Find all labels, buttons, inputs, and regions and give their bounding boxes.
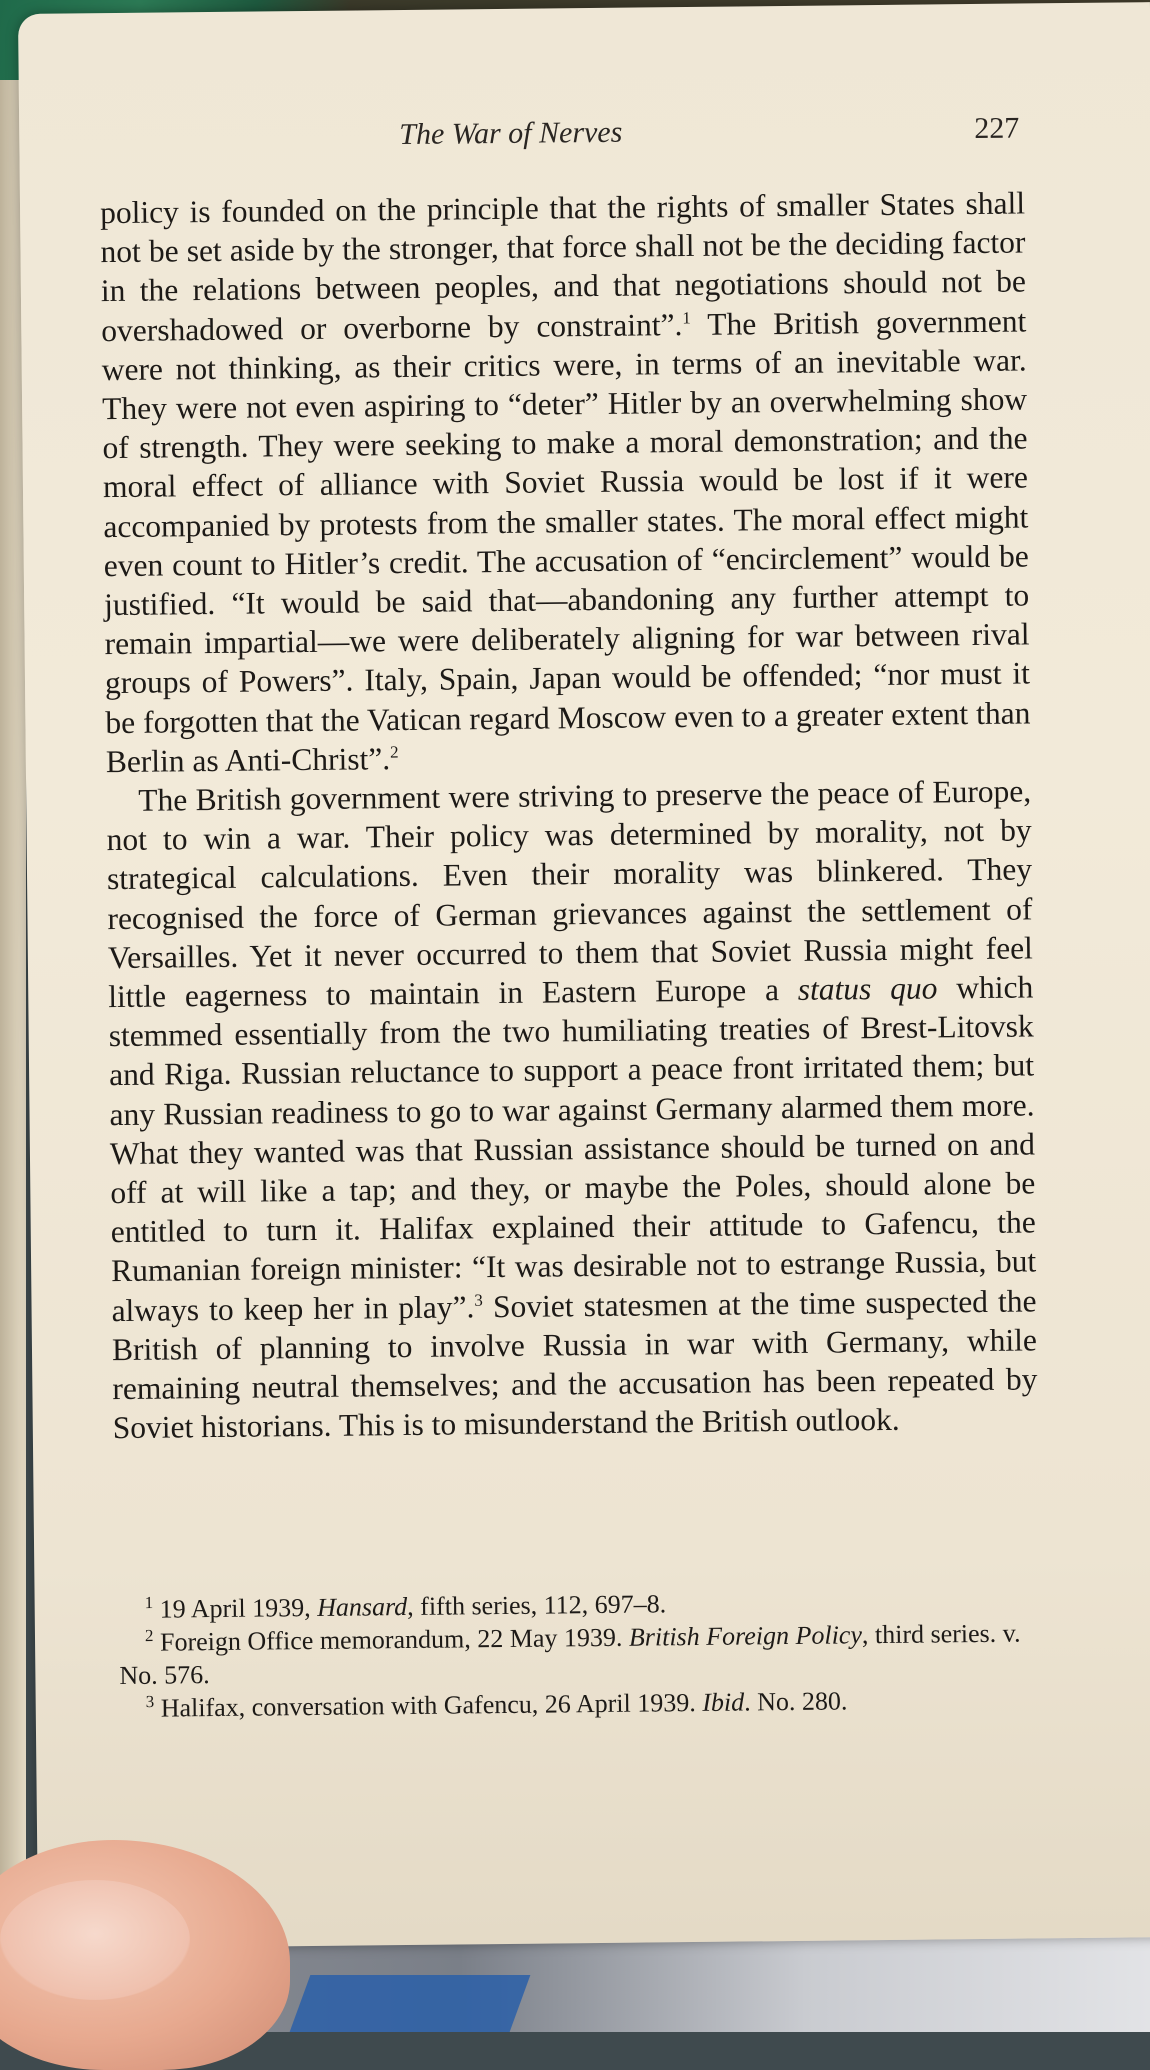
footnote-text: , third series. v. No. 576. bbox=[119, 1618, 1021, 1691]
footnote-text: 19 April 1939, bbox=[153, 1592, 318, 1624]
paragraph-1-text-a: policy is founded on the principle that the rights of smaller States shall not be set aside by the stronger, that force shall not be the deciding factor in the relations between peoples, and that negotiations should not be overshadowed or overborne by constraint”. bbox=[99, 185, 1027, 348]
paragraph-2-text-b: which stemmed essentially from the two humiliating treaties of Brest-Litovsk and Riga. Russian reluctance to support a peace front irritated them; but any Russian readiness to go to war against Germany alarmed them more. What they wanted was that Russian assistance should be turned on and off at will like a tap; and they, or maybe the Poles, should alone be entitled to turn it. Halifax explained their attitude to Gafencu, the Rumanian foreign minister: “It was desirable not to estrange Russia, but always to keep her in play”. bbox=[108, 969, 1037, 1328]
footnote-italic: British Foreign Policy bbox=[628, 1620, 863, 1652]
paragraph-1 bbox=[100, 183, 1031, 781]
footnote-mark: 3 bbox=[145, 1692, 155, 1712]
page-header bbox=[399, 112, 1019, 158]
footnote-text: . No. 280. bbox=[743, 1686, 848, 1717]
paragraph-2-text-c: Soviet statesmen at the time suspected the British of planning to involve Russia in war with Germany, while remaining neutral themselves; and the accusation has been repeated by Soviet historians. This is to misunderstand the British outlook. bbox=[111, 1283, 1038, 1446]
background-blue-object bbox=[290, 1975, 531, 2032]
footnote-text: Foreign Office memorandum, 22 May 1939. bbox=[153, 1622, 630, 1657]
footnote-italic: Hansard bbox=[317, 1592, 408, 1622]
footnote-2 bbox=[119, 1616, 1040, 1692]
footnote-ref-2[interactable]: 2 bbox=[390, 742, 399, 762]
footnote-ref-1[interactable]: 1 bbox=[682, 308, 691, 328]
running-title: The War of Nerves bbox=[399, 115, 623, 152]
footnote-italic: Ibid bbox=[702, 1687, 745, 1717]
footnote-text: , fifth series, 112, 697–8. bbox=[407, 1589, 667, 1622]
footnote-text: Halifax, conversation with Gafencu, 26 April 1939. bbox=[154, 1687, 703, 1723]
book-page bbox=[18, 2, 1150, 1949]
footnote-mark: 2 bbox=[144, 1626, 154, 1646]
paragraph-2 bbox=[106, 771, 1038, 1447]
footnote-mark: 1 bbox=[144, 1593, 154, 1613]
page-number: 227 bbox=[974, 111, 1020, 145]
paragraph-2-italic: status quo bbox=[797, 970, 938, 1007]
footnote-ref-3[interactable]: 3 bbox=[474, 1290, 483, 1310]
thumb-nail bbox=[0, 1880, 190, 2000]
body-text bbox=[100, 183, 1038, 1447]
paragraph-2-text-a: The British government were striving to preserve the peace of Europe, not to win a war. Their policy was determined by morality, not by strategical calculations. Even their morality was blinkered. They recognised the force of German grievances against the settlement of Versailles. Yet it never occurred to them that Soviet Russia might feel little eagerness to maintain in Eastern Europe a bbox=[106, 773, 1034, 1015]
footnotes bbox=[119, 1583, 1040, 1725]
paragraph-1-text-b: The British government were not thinking, as their critics were, in terms of an inevitable war. They were not even aspiring to “deter” Hitler by an overwhelming show of strength. They were seeking to make a moral demonstration; and the moral effect of alliance with Soviet Russia would be lost if it were accompanied by protests from the smaller states. The moral effect might even count to Hitler’s credit. The accusation of “encirclement” would be justified. “It would be said that—abandoning any further attempt to remain impartial—we were deliberately aligning for war between rival groups of Powers”. Italy, Spain, Japan would be offended; “nor must it be forgotten that the Vatican regard Moscow even to a greater extent than Berlin as Anti-Christ”. bbox=[101, 303, 1031, 779]
